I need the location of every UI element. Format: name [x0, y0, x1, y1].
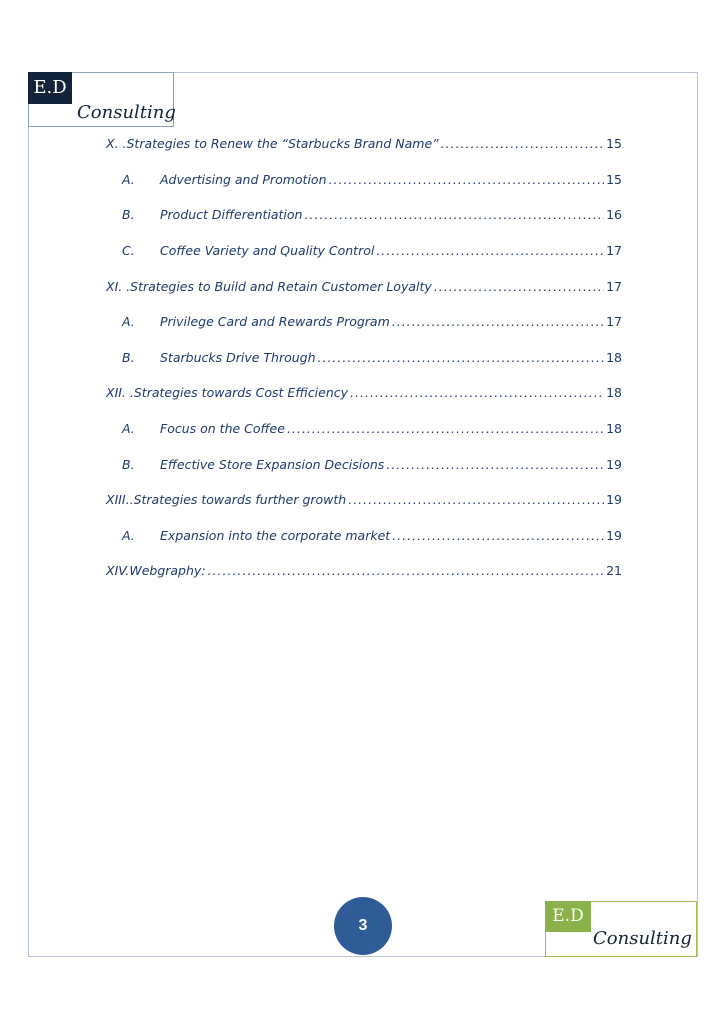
page-number-badge: 3	[334, 897, 392, 955]
toc-entry-page: 15	[606, 136, 622, 152]
toc-leader-dots	[348, 492, 604, 507]
toc-entry-page: 16	[606, 207, 622, 223]
toc-entry-letter: A.	[122, 171, 135, 187]
toc-entry-page: 19	[606, 456, 622, 472]
header-logo-initials: E.D	[28, 72, 72, 104]
toc-entry[interactable]	[106, 553, 622, 589]
toc-entry-title: XI. .Strategies to Build and Retain Customer Loyalty	[106, 278, 432, 294]
footer-logo-name: Consulting	[593, 928, 692, 949]
toc-entry[interactable]	[106, 340, 622, 376]
toc-entry[interactable]	[106, 126, 622, 162]
toc-entry[interactable]	[106, 518, 622, 554]
toc-entry[interactable]	[106, 162, 622, 198]
toc-entry-page: 19	[606, 492, 622, 508]
toc-entry-title: Advertising and Promotion	[160, 171, 327, 187]
toc-entry[interactable]	[106, 411, 622, 447]
toc-entry-title: XII. .Strategies towards Cost Efficiency	[106, 385, 349, 401]
toc-leader-dots	[386, 457, 604, 472]
toc-entry-page: 18	[606, 385, 622, 401]
toc-leader-dots	[318, 350, 605, 365]
toc-entry-page: 17	[606, 278, 622, 294]
toc-entry-letter: A.	[122, 314, 135, 330]
toc-entry[interactable]	[106, 446, 622, 482]
toc-entry-letter: B.	[122, 207, 135, 223]
toc-entry-page: 17	[606, 314, 622, 330]
toc-entry[interactable]	[106, 375, 622, 411]
toc-entry-letter: C.	[122, 243, 135, 259]
toc-entry-title: Privilege Card and Rewards Program	[160, 314, 390, 330]
toc-entry-numeral: XIV.	[106, 563, 130, 579]
toc-leader-dots	[304, 207, 604, 222]
toc-leader-dots	[376, 243, 604, 258]
toc-entry-title: Webgraphy:	[129, 563, 206, 579]
table-of-contents	[106, 126, 622, 589]
header-logo-name: Consulting	[77, 102, 176, 123]
toc-entry-page: 18	[606, 349, 622, 365]
toc-leader-dots	[434, 279, 604, 294]
toc-entry-letter: B.	[122, 349, 135, 365]
toc-entry-title: Expansion into the corporate market	[160, 527, 391, 543]
toc-entry-letter: A.	[122, 527, 135, 543]
toc-entry[interactable]	[106, 482, 622, 518]
footer-logo	[545, 901, 697, 957]
toc-entry-page: 19	[606, 527, 622, 543]
toc-entry-page: 21	[606, 563, 622, 579]
toc-leader-dots	[392, 528, 604, 543]
toc-entry-title: Coffee Variety and Quality Control	[160, 243, 375, 259]
toc-entry-title: XIII..Strategies towards further growth	[106, 492, 347, 508]
toc-leader-dots	[208, 563, 605, 578]
toc-entry[interactable]	[106, 304, 622, 340]
footer-logo-initials: E.D	[545, 901, 591, 932]
toc-entry-title: X. .Strategies to Renew the “Starbucks Brand Name”	[106, 136, 439, 152]
toc-entry-title: Starbucks Drive Through	[160, 349, 316, 365]
toc-leader-dots	[287, 421, 604, 436]
toc-entry[interactable]	[106, 197, 622, 233]
toc-entry-page: 18	[606, 421, 622, 437]
header-logo	[28, 72, 174, 127]
toc-entry-title: Effective Store Expansion Decisions	[160, 456, 385, 472]
toc-leader-dots	[392, 314, 604, 329]
toc-entry-page: 17	[606, 243, 622, 259]
toc-entry-letter: B.	[122, 456, 135, 472]
toc-entry-letter: A.	[122, 421, 135, 437]
toc-entry-title: Focus on the Coffee	[160, 421, 285, 437]
toc-entry-page: 15	[606, 171, 622, 187]
toc-entry[interactable]	[106, 233, 622, 269]
toc-entry-title: Product Differentiation	[160, 207, 303, 223]
toc-leader-dots	[441, 136, 604, 151]
toc-leader-dots	[329, 172, 605, 187]
toc-leader-dots	[350, 385, 604, 400]
toc-entry[interactable]	[106, 268, 622, 304]
